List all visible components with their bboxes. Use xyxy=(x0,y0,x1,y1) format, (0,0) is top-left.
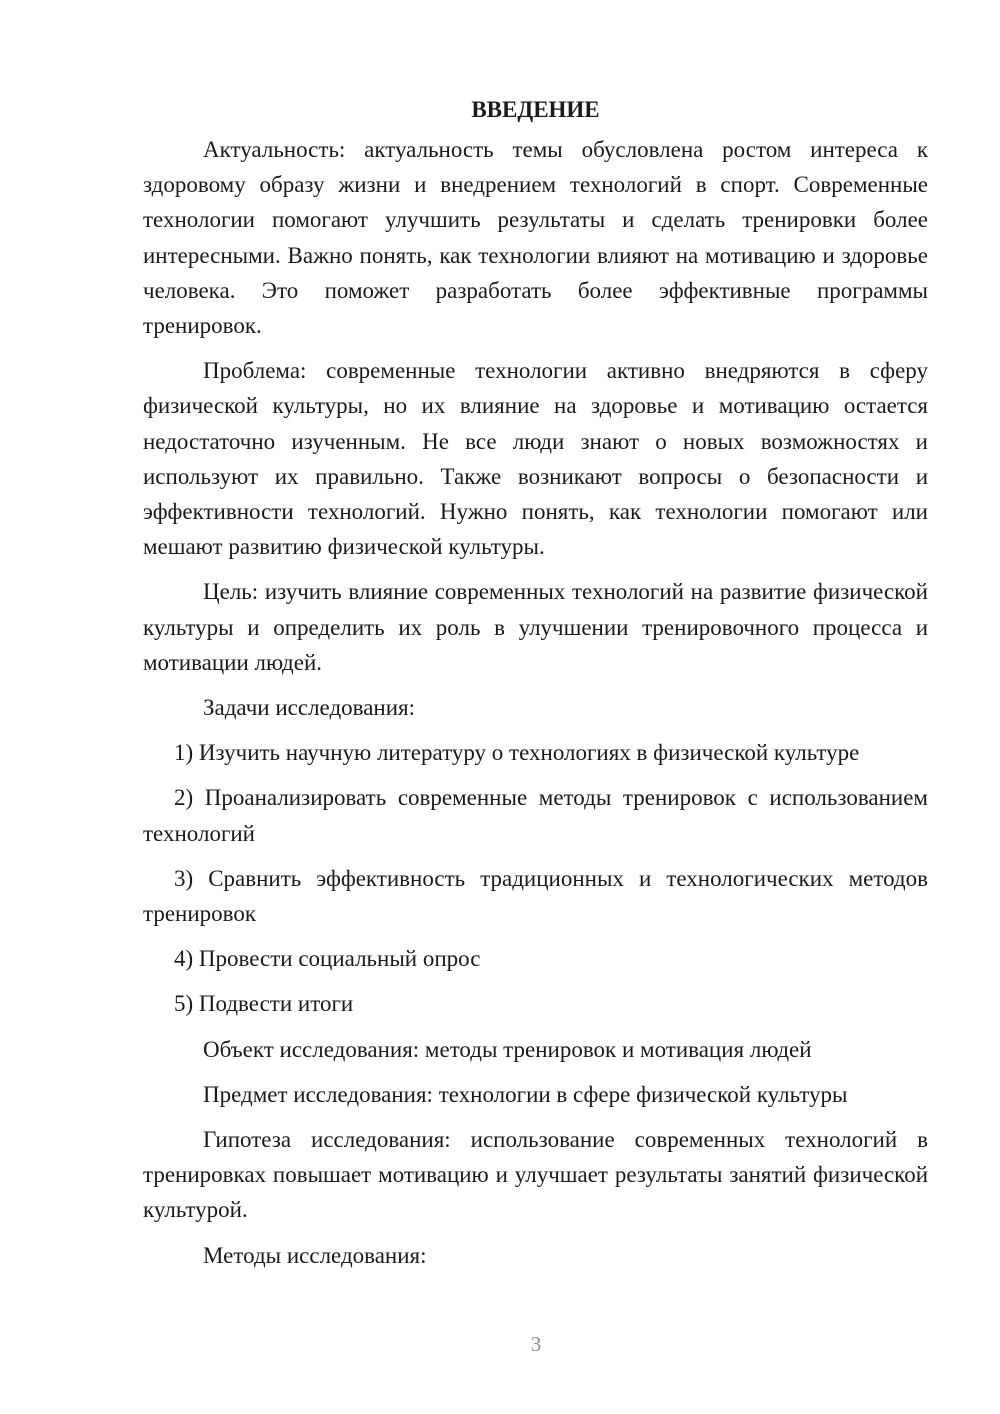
task-item: 3) Сравнить эффективность традиционных и технологических методов тренировок xyxy=(143,865,928,927)
task-item: 4) Провести социальный опрос xyxy=(174,946,481,972)
task-item: 1) Изучить научную литературу о технологиях в физической культуре xyxy=(174,740,860,766)
page-content xyxy=(143,92,928,1283)
hypothesis-paragraph: Гипотеза исследования: использование современных технологий в тренировках повышает мотивацию и улучшает результаты занятий физической культурой. xyxy=(143,1127,928,1223)
tasks-heading: Задачи исследования: xyxy=(203,695,416,721)
goal-paragraph: Цель: изучить влияние современных технологий на развитие физической культуры и определить их роль в улучшении тренировочного процесса и мотивации людей. xyxy=(143,579,928,675)
page-title: ВВЕДЕНИЕ xyxy=(471,97,600,122)
subject-paragraph: Предмет исследования: технологии в сфере физической культуры xyxy=(203,1081,848,1107)
page-number: 3 xyxy=(530,1332,542,1356)
task-item: 5) Подвести итоги xyxy=(174,991,354,1017)
object-paragraph: Объект исследования: методы тренировок и мотивация людей xyxy=(203,1036,812,1062)
relevance-paragraph: Актуальность: актуальность темы обусловлена ростом интереса к здоровому образу жизни и внедрением технологий в спорт. Современные технологии помогают улучшить результаты и сделать тренировки более интересными. Важно понять, как технологии влияют на мотивацию и здоровье человека. Это поможет разработать более эффективные программы тренировок. xyxy=(143,137,928,339)
problem-paragraph: Проблема: современные технологии активно внедряются в сферу физической культуры, но их влияние на здоровье и мотивацию остается недостаточно изученным. Не все люди знают о новых возможностях и используют их правильно. Также возникают вопросы о безопасности и эффективности технологий. Нужно понять, как технологии помогают или мешают развитию физической культуры. xyxy=(143,358,928,560)
task-item: 2) Проанализировать современные методы тренировок с использованием технологий xyxy=(143,785,928,846)
methods-heading: Методы исследования: xyxy=(203,1242,427,1268)
